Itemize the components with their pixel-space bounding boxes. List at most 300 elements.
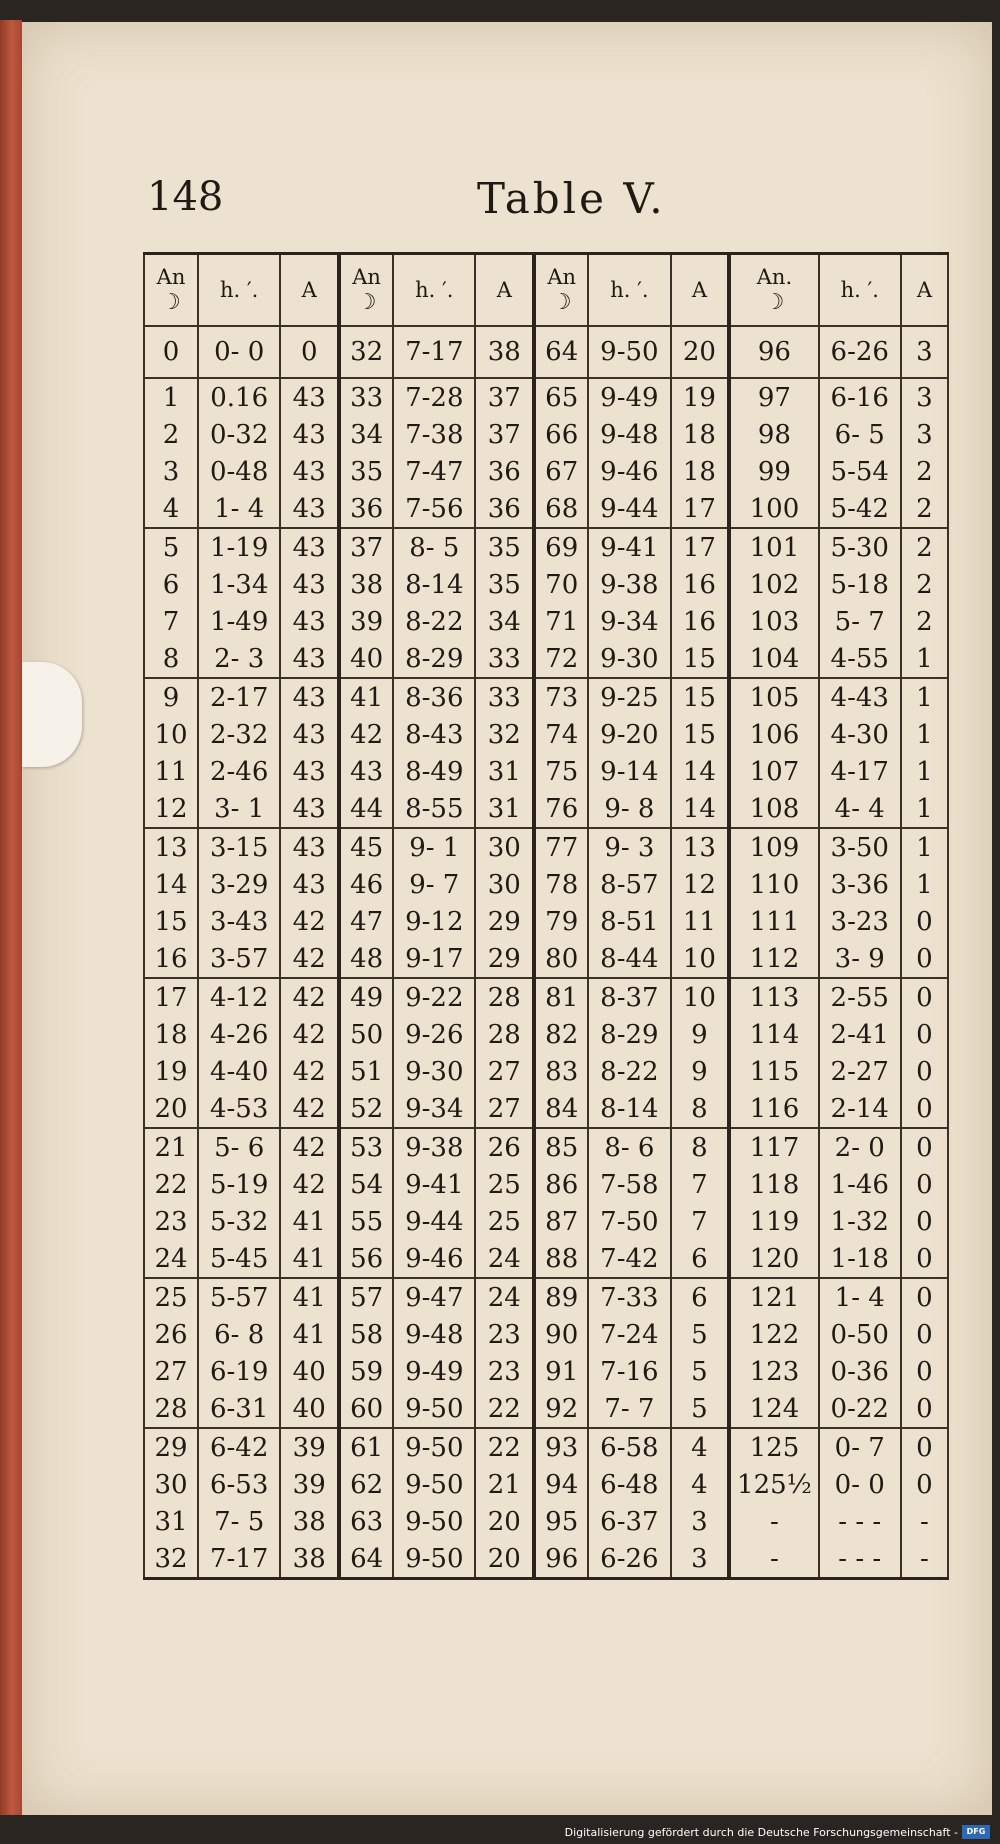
- table-cell: 0: [901, 1203, 948, 1240]
- table-cell: 1: [901, 866, 948, 903]
- table-cell: 2-32: [198, 716, 280, 753]
- table-cell: 0: [901, 1053, 948, 1090]
- table-cell: 8: [144, 640, 198, 678]
- table-cell: 9-22: [393, 978, 475, 1016]
- table-cell: 60: [339, 1390, 393, 1428]
- table-cell: 7-38: [393, 416, 475, 453]
- table-cell: 39: [280, 1466, 339, 1503]
- table-cell: 5-32: [198, 1203, 280, 1240]
- table-cell: 43: [280, 866, 339, 903]
- table-cell: 9-49: [588, 378, 670, 416]
- table-cell: 2- 3: [198, 640, 280, 678]
- table-cell: 15: [671, 678, 730, 716]
- table-cell: 9: [671, 1053, 730, 1090]
- table-cell: 42: [280, 940, 339, 978]
- table-row: [144, 453, 948, 490]
- table-cell: 14: [144, 866, 198, 903]
- table-cell: 15: [671, 640, 730, 678]
- table-row: [144, 378, 948, 416]
- table-cell: 0-36: [819, 1353, 901, 1390]
- table-cell: 5-19: [198, 1166, 280, 1203]
- table-cell: 5- 7: [819, 603, 901, 640]
- table-cell: 9- 1: [393, 828, 475, 866]
- table-cell: 12: [144, 790, 198, 828]
- table-cell: 9-44: [588, 490, 670, 528]
- table-cell: 125½: [729, 1466, 818, 1503]
- table-cell: 23: [144, 1203, 198, 1240]
- table-cell: 1- 4: [819, 1278, 901, 1316]
- table-cell: 9-49: [393, 1353, 475, 1390]
- table-cell: 9-34: [393, 1090, 475, 1128]
- table-cell: 4-26: [198, 1016, 280, 1053]
- table-cell: 73: [534, 678, 588, 716]
- table-cell: 3: [901, 416, 948, 453]
- table-cell: 9-44: [393, 1203, 475, 1240]
- table-cell: 2: [901, 603, 948, 640]
- table-cell: 26: [475, 1128, 534, 1166]
- table-cell: 18: [671, 453, 730, 490]
- table-cell: 8-22: [588, 1053, 670, 1090]
- table-cell: 39: [339, 603, 393, 640]
- table-cell: 109: [729, 828, 818, 866]
- table-cell: 2: [901, 453, 948, 490]
- table-cell: 37: [339, 528, 393, 566]
- table-cell: 8-57: [588, 866, 670, 903]
- table-cell: -: [901, 1540, 948, 1579]
- table-cell: 1- 4: [198, 490, 280, 528]
- table-cell: 1: [901, 753, 948, 790]
- table-cell: 14: [671, 753, 730, 790]
- table-cell: 2- 0: [819, 1128, 901, 1166]
- table-cell: 8-36: [393, 678, 475, 716]
- table-cell: 7-24: [588, 1316, 670, 1353]
- table-cell: 2: [144, 416, 198, 453]
- page-number: 148: [147, 174, 224, 220]
- table-cell: 62: [339, 1466, 393, 1503]
- table-row: [144, 640, 948, 678]
- table-cell: 0: [901, 1090, 948, 1128]
- table-cell: 94: [534, 1466, 588, 1503]
- header-hm: h. ′.: [393, 254, 475, 327]
- table-cell: 2-27: [819, 1053, 901, 1090]
- table-cell: 20: [475, 1540, 534, 1579]
- table-cell: 3: [671, 1503, 730, 1540]
- table-cell: 58: [339, 1316, 393, 1353]
- table-cell: 3-29: [198, 866, 280, 903]
- table-row: [144, 1353, 948, 1390]
- table-cell: 0- 0: [198, 326, 280, 378]
- table-cell: 27: [475, 1053, 534, 1090]
- table-cell: 17: [671, 528, 730, 566]
- table-cell: 67: [534, 453, 588, 490]
- table-cell: 3-36: [819, 866, 901, 903]
- table-cell: 7- 5: [198, 1503, 280, 1540]
- table-cell: 0: [280, 326, 339, 378]
- table-cell: 6-16: [819, 378, 901, 416]
- table-cell: 4-55: [819, 640, 901, 678]
- table-cell: 29: [144, 1428, 198, 1466]
- table-cell: 41: [280, 1316, 339, 1353]
- table-cell: 7: [671, 1203, 730, 1240]
- table-cell: 27: [475, 1090, 534, 1128]
- table-cell: 64: [534, 326, 588, 378]
- table-cell: 28: [475, 978, 534, 1016]
- table-cell: 42: [339, 716, 393, 753]
- table-cell: 7-33: [588, 1278, 670, 1316]
- table-cell: 9-17: [393, 940, 475, 978]
- table-cell: 26: [144, 1316, 198, 1353]
- table-cell: 40: [339, 640, 393, 678]
- bookmark-tab: [22, 662, 82, 767]
- table-cell: 27: [144, 1353, 198, 1390]
- table-cell: 8-22: [393, 603, 475, 640]
- table-cell: 5: [144, 528, 198, 566]
- table-cell: 42: [280, 1090, 339, 1128]
- table-cell: 107: [729, 753, 818, 790]
- table-cell: -: [729, 1503, 818, 1540]
- table-cell: 30: [144, 1466, 198, 1503]
- table-cell: 6: [671, 1240, 730, 1278]
- table-cell: 23: [475, 1316, 534, 1353]
- table-cell: 25: [144, 1278, 198, 1316]
- table-cell: 8-55: [393, 790, 475, 828]
- table-cell: 35: [475, 566, 534, 603]
- table-cell: 100: [729, 490, 818, 528]
- table-cell: 1-34: [198, 566, 280, 603]
- table-cell: 8-14: [393, 566, 475, 603]
- table-container: [143, 252, 949, 1580]
- table-cell: 5-42: [819, 490, 901, 528]
- table-cell: 1-49: [198, 603, 280, 640]
- table-cell: 51: [339, 1053, 393, 1090]
- table-cell: 42: [280, 1166, 339, 1203]
- table-cell: 98: [729, 416, 818, 453]
- table-cell: 105: [729, 678, 818, 716]
- table-cell: 38: [475, 326, 534, 378]
- table-cell: 7- 7: [588, 1390, 670, 1428]
- table-cell: 9-25: [588, 678, 670, 716]
- table-cell: 41: [280, 1240, 339, 1278]
- table-cell: 68: [534, 490, 588, 528]
- table-cell: 4: [671, 1466, 730, 1503]
- table-row: [144, 1316, 948, 1353]
- table-cell: 9-50: [393, 1540, 475, 1579]
- table-cell: 0- 0: [819, 1466, 901, 1503]
- table-cell: 43: [280, 566, 339, 603]
- table-cell: 1: [901, 828, 948, 866]
- table-cell: 48: [339, 940, 393, 978]
- table-cell: 1: [901, 790, 948, 828]
- table-cell: 43: [280, 453, 339, 490]
- table-cell: 1-32: [819, 1203, 901, 1240]
- table-cell: 15: [144, 903, 198, 940]
- header-an: [144, 254, 198, 327]
- table-cell: 8- 6: [588, 1128, 670, 1166]
- table-cell: 32: [339, 326, 393, 378]
- table-cell: 31: [475, 753, 534, 790]
- table-cell: 43: [280, 753, 339, 790]
- table-cell: 7-17: [198, 1540, 280, 1579]
- table-row: [144, 1203, 948, 1240]
- table-cell: 8-29: [393, 640, 475, 678]
- table-cell: 9-48: [393, 1316, 475, 1353]
- table-cell: 99: [729, 453, 818, 490]
- table-cell: 1: [901, 678, 948, 716]
- table-cell: 78: [534, 866, 588, 903]
- table-cell: 113: [729, 978, 818, 1016]
- table-row: [144, 416, 948, 453]
- table-cell: 3: [901, 326, 948, 378]
- table-cell: 44: [339, 790, 393, 828]
- table-cell: 24: [475, 1278, 534, 1316]
- header-a: A: [475, 254, 534, 327]
- table-cell: 123: [729, 1353, 818, 1390]
- table-row: [144, 940, 948, 978]
- table-cell: 114: [729, 1016, 818, 1053]
- table-cell: 2-46: [198, 753, 280, 790]
- table-cell: 10: [144, 716, 198, 753]
- table-cell: 5- 6: [198, 1128, 280, 1166]
- table-cell: 8-44: [588, 940, 670, 978]
- table-cell: 112: [729, 940, 818, 978]
- table-cell: 81: [534, 978, 588, 1016]
- table-cell: 41: [339, 678, 393, 716]
- moon-icon: ☽: [764, 290, 785, 315]
- table-cell: 8-37: [588, 978, 670, 1016]
- table-cell: 5-54: [819, 453, 901, 490]
- table-cell: 9-20: [588, 716, 670, 753]
- header-hm: h. ′.: [198, 254, 280, 327]
- table-cell: 82: [534, 1016, 588, 1053]
- table-cell: 71: [534, 603, 588, 640]
- table-cell: 13: [671, 828, 730, 866]
- table-cell: 111: [729, 903, 818, 940]
- table-cell: 80: [534, 940, 588, 978]
- table-row: [144, 1278, 948, 1316]
- table-cell: 0-48: [198, 453, 280, 490]
- table-cell: 37: [475, 378, 534, 416]
- table-cell: 4: [144, 490, 198, 528]
- table-cell: 16: [671, 603, 730, 640]
- table-cell: 2-14: [819, 1090, 901, 1128]
- table-cell: 7-58: [588, 1166, 670, 1203]
- table-cell: 1-19: [198, 528, 280, 566]
- table-cell: 2-17: [198, 678, 280, 716]
- table-cell: 96: [729, 326, 818, 378]
- table-cell: 33: [475, 640, 534, 678]
- table-cell: 9-38: [393, 1128, 475, 1166]
- table-cell: 33: [339, 378, 393, 416]
- table-cell: 56: [339, 1240, 393, 1278]
- table-cell: 74: [534, 716, 588, 753]
- table-cell: 6-37: [588, 1503, 670, 1540]
- footer-credit: Digitalisierung gefördert durch die Deutsche Forschungsgemeinschaft -: [564, 1826, 958, 1839]
- header-label: An.: [756, 265, 793, 289]
- table-cell: 43: [280, 416, 339, 453]
- table-cell: 9-38: [588, 566, 670, 603]
- table-cell: 6- 5: [819, 416, 901, 453]
- header-an: [729, 254, 818, 327]
- table-cell: 5: [671, 1353, 730, 1390]
- table-cell: 38: [280, 1503, 339, 1540]
- table-cell: 65: [534, 378, 588, 416]
- header-hm: h. ′.: [819, 254, 901, 327]
- table-cell: 6: [144, 566, 198, 603]
- table-cell: 1-46: [819, 1166, 901, 1203]
- table-cell: 9-26: [393, 1016, 475, 1053]
- table-cell: 124: [729, 1390, 818, 1428]
- table-cell: 1: [901, 640, 948, 678]
- table-cell: 24: [144, 1240, 198, 1278]
- table-cell: 8: [671, 1128, 730, 1166]
- table-row: [144, 1428, 948, 1466]
- table-cell: 40: [280, 1390, 339, 1428]
- table-cell: 43: [280, 640, 339, 678]
- table-cell: 32: [475, 716, 534, 753]
- table-cell: 5: [671, 1390, 730, 1428]
- table-cell: 125: [729, 1428, 818, 1466]
- table-cell: 95: [534, 1503, 588, 1540]
- table-cell: 0: [901, 1278, 948, 1316]
- table-cell: 39: [280, 1428, 339, 1466]
- table-cell: 45: [339, 828, 393, 866]
- table-cell: 10: [671, 978, 730, 1016]
- table-cell: 9- 3: [588, 828, 670, 866]
- table-cell: 28: [475, 1016, 534, 1053]
- table-cell: 115: [729, 1053, 818, 1090]
- table-cell: 17: [144, 978, 198, 1016]
- table-cell: 0: [901, 1128, 948, 1166]
- table-cell: 121: [729, 1278, 818, 1316]
- table-cell: 14: [671, 790, 730, 828]
- table-cell: 38: [339, 566, 393, 603]
- table-cell: 93: [534, 1428, 588, 1466]
- table-cell: 8-14: [588, 1090, 670, 1128]
- table-cell: 46: [339, 866, 393, 903]
- table-row: [144, 528, 948, 566]
- table-cell: 0: [901, 903, 948, 940]
- table-cell: 7-42: [588, 1240, 670, 1278]
- table-cell: 6-42: [198, 1428, 280, 1466]
- table-cell: 117: [729, 1128, 818, 1166]
- table-cell: 2: [901, 490, 948, 528]
- table-cell: 0: [144, 326, 198, 378]
- table-cell: 106: [729, 716, 818, 753]
- table-cell: 28: [144, 1390, 198, 1428]
- header-row: [144, 254, 948, 327]
- table-cell: 63: [339, 1503, 393, 1540]
- header-an: [339, 254, 393, 327]
- table-cell: 29: [475, 940, 534, 978]
- table-cell: 25: [475, 1166, 534, 1203]
- table-cell: 2: [901, 528, 948, 566]
- table-cell: 15: [671, 716, 730, 753]
- table-cell: 41: [280, 1278, 339, 1316]
- table-cell: 31: [475, 790, 534, 828]
- table-cell: 43: [280, 603, 339, 640]
- table-row: [144, 978, 948, 1016]
- table-cell: 7-50: [588, 1203, 670, 1240]
- table-cell: 43: [280, 528, 339, 566]
- table-cell: 5-57: [198, 1278, 280, 1316]
- table-cell: 35: [475, 528, 534, 566]
- table-cell: 19: [144, 1053, 198, 1090]
- table-row: [144, 790, 948, 828]
- table-cell: 4-53: [198, 1090, 280, 1128]
- table-cell: 3-23: [819, 903, 901, 940]
- table-cell: 29: [475, 903, 534, 940]
- zero-row: [144, 326, 948, 378]
- table-cell: 6-26: [819, 326, 901, 378]
- header-an: [534, 254, 588, 327]
- table-row: [144, 866, 948, 903]
- table-cell: 13: [144, 828, 198, 866]
- table-cell: 9-50: [393, 1503, 475, 1540]
- table-cell: 4: [671, 1428, 730, 1466]
- moon-icon: ☽: [551, 290, 572, 315]
- table-cell: 25: [475, 1203, 534, 1240]
- table-cell: 7-47: [393, 453, 475, 490]
- header-label: An: [352, 265, 381, 289]
- table-cell: 34: [339, 416, 393, 453]
- table-cell: 9-46: [588, 453, 670, 490]
- table-cell: 3-57: [198, 940, 280, 978]
- table-cell: 8-29: [588, 1016, 670, 1053]
- table-cell: 22: [475, 1428, 534, 1466]
- table-cell: 18: [671, 416, 730, 453]
- table-row: [144, 1090, 948, 1128]
- table-cell: 24: [475, 1240, 534, 1278]
- table-cell: 122: [729, 1316, 818, 1353]
- table-cell: 4- 4: [819, 790, 901, 828]
- table-cell: 77: [534, 828, 588, 866]
- table-cell: 0-32: [198, 416, 280, 453]
- table-cell: 22: [144, 1166, 198, 1203]
- table-cell: 10: [671, 940, 730, 978]
- table-cell: 92: [534, 1390, 588, 1428]
- table-cell: 91: [534, 1353, 588, 1390]
- table-cell: 43: [280, 716, 339, 753]
- table-cell: 108: [729, 790, 818, 828]
- table-cell: 42: [280, 903, 339, 940]
- table-cell: 30: [475, 828, 534, 866]
- table-row: [144, 1540, 948, 1579]
- table-row: [144, 1240, 948, 1278]
- table-cell: 0: [901, 1466, 948, 1503]
- table-cell: 55: [339, 1203, 393, 1240]
- table-cell: 9-50: [393, 1390, 475, 1428]
- table-cell: 5-18: [819, 566, 901, 603]
- table-cell: 9- 8: [588, 790, 670, 828]
- table-cell: 7: [671, 1166, 730, 1203]
- table-body: [144, 326, 948, 1579]
- table-cell: 0: [901, 1390, 948, 1428]
- table-cell: 9-34: [588, 603, 670, 640]
- header-a: A: [901, 254, 948, 327]
- table-cell: 57: [339, 1278, 393, 1316]
- table-row: [144, 1128, 948, 1166]
- table-cell: 8- 5: [393, 528, 475, 566]
- table-cell: 38: [280, 1540, 339, 1579]
- table-row: [144, 1466, 948, 1503]
- table-cell: 4-40: [198, 1053, 280, 1090]
- table-cell: 0-22: [819, 1390, 901, 1428]
- table-cell: 43: [280, 378, 339, 416]
- table-cell: 118: [729, 1166, 818, 1203]
- table-cell: 6-31: [198, 1390, 280, 1428]
- table-cell: 11: [671, 903, 730, 940]
- table-row: [144, 603, 948, 640]
